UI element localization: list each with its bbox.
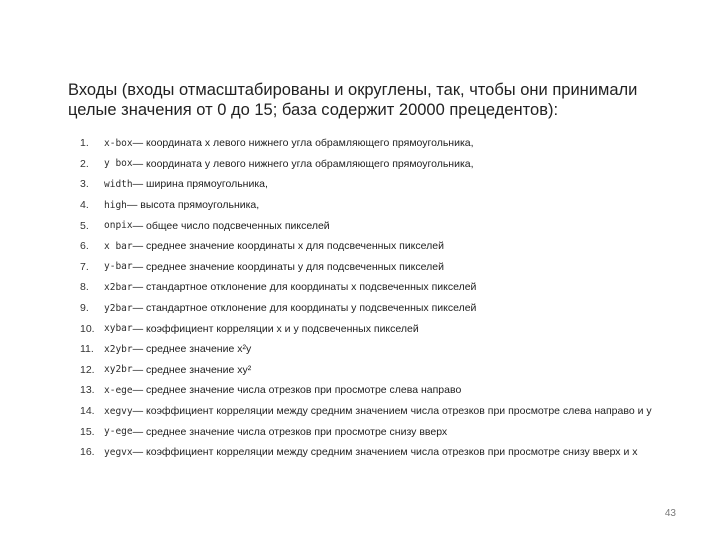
- list-item: [80, 236, 700, 257]
- list-item-number: 3.: [80, 178, 89, 191]
- list-item: [80, 277, 700, 298]
- feature-description: — координата x левого нижнего угла обрамляющего прямоугольника,: [132, 137, 474, 150]
- list-item-number: 11.: [80, 343, 94, 356]
- feature-code: x bar: [104, 240, 133, 252]
- feature-description: — среднее значение координаты x для подсвеченных пикселей: [132, 240, 444, 253]
- list-item-number: 9.: [80, 302, 89, 315]
- list-item-number: 15.: [80, 425, 95, 438]
- list-item-number: 7.: [80, 260, 89, 273]
- feature-description: — стандартное отклонение для координаты y подсвеченных пикселей: [132, 302, 477, 315]
- feature-code: x2bar: [104, 281, 133, 293]
- feature-description: — коэффициент корреляции x и y подсвеченных пикселей: [132, 322, 419, 335]
- list-item: [80, 339, 700, 360]
- feature-description: — ширина прямоугольника,: [132, 178, 268, 191]
- list-item-number: 10.: [80, 322, 95, 335]
- list-item: [80, 318, 700, 339]
- list-item: [80, 215, 700, 236]
- list-item: [80, 174, 700, 195]
- list-item: [80, 154, 700, 175]
- feature-description: — общее число подсвеченных пикселей: [132, 219, 330, 232]
- feature-code: xegvy: [104, 405, 133, 417]
- feature-code: x2ybr: [104, 343, 133, 355]
- feature-code: high: [104, 199, 127, 211]
- list-item: [80, 421, 700, 442]
- feature-code: xybar: [104, 323, 133, 335]
- feature-code: y box: [104, 158, 133, 170]
- feature-code: onpix: [104, 220, 133, 232]
- feature-description: — среднее значение координаты y для подсвеченных пикселей: [132, 260, 444, 273]
- list-item: [80, 401, 700, 422]
- list-item-number: 1.: [80, 137, 89, 150]
- list-item: [80, 133, 700, 154]
- feature-code: yegvx: [104, 446, 133, 458]
- feature-description: — высота прямоугольника,: [126, 199, 260, 212]
- list-item-number: 5.: [80, 219, 89, 232]
- list-item-number: 4.: [80, 199, 89, 212]
- feature-description: — среднее значение x²y: [132, 343, 252, 356]
- feature-description: — коэффициент корреляции между средним значением числа отрезков при просмотре слева направо и y: [132, 405, 652, 418]
- feature-code: y-bar: [104, 261, 133, 273]
- feature-list: [80, 133, 700, 463]
- list-item: [80, 380, 700, 401]
- list-item-number: 14.: [80, 405, 95, 418]
- feature-description: — среднее значение xy²: [132, 363, 252, 376]
- feature-code: y2bar: [104, 302, 133, 314]
- feature-description: — среднее значение числа отрезков при просмотре слева направо: [132, 384, 462, 397]
- list-item: [80, 298, 700, 319]
- list-item-number: 2.: [80, 157, 89, 170]
- feature-code: width: [104, 178, 133, 190]
- feature-description: — коэффициент корреляции между средним значением числа отрезков при просмотре снизу вверх и x: [132, 446, 638, 459]
- list-item-number: 12.: [80, 363, 95, 376]
- list-item: [80, 257, 700, 278]
- feature-description: — среднее значение числа отрезков при просмотре снизу вверх: [132, 425, 448, 438]
- feature-code: y-ege: [104, 426, 133, 438]
- list-item: [80, 195, 700, 216]
- list-item: [80, 442, 700, 463]
- list-item-number: 8.: [80, 281, 89, 294]
- list-item-number: 13.: [80, 384, 95, 397]
- feature-description: — координата y левого нижнего угла обрамляющего прямоугольника,: [132, 157, 474, 170]
- feature-code: x-box: [104, 137, 133, 149]
- page-number: 43: [664, 508, 676, 519]
- list-item-number: 6.: [80, 240, 89, 253]
- list-item: [80, 360, 700, 381]
- feature-description: — стандартное отклонение для координаты x подсвеченных пикселей: [132, 281, 477, 294]
- list-item-number: 16.: [80, 446, 95, 459]
- feature-code: x-ege: [104, 384, 133, 396]
- slide-heading: Входы (входы отмасштабированы и округлены, так, чтобы они принимали целые значения от 0 до 15; база содержит 20000 прецедентов):: [68, 81, 638, 119]
- feature-code: xy2br: [104, 364, 133, 376]
